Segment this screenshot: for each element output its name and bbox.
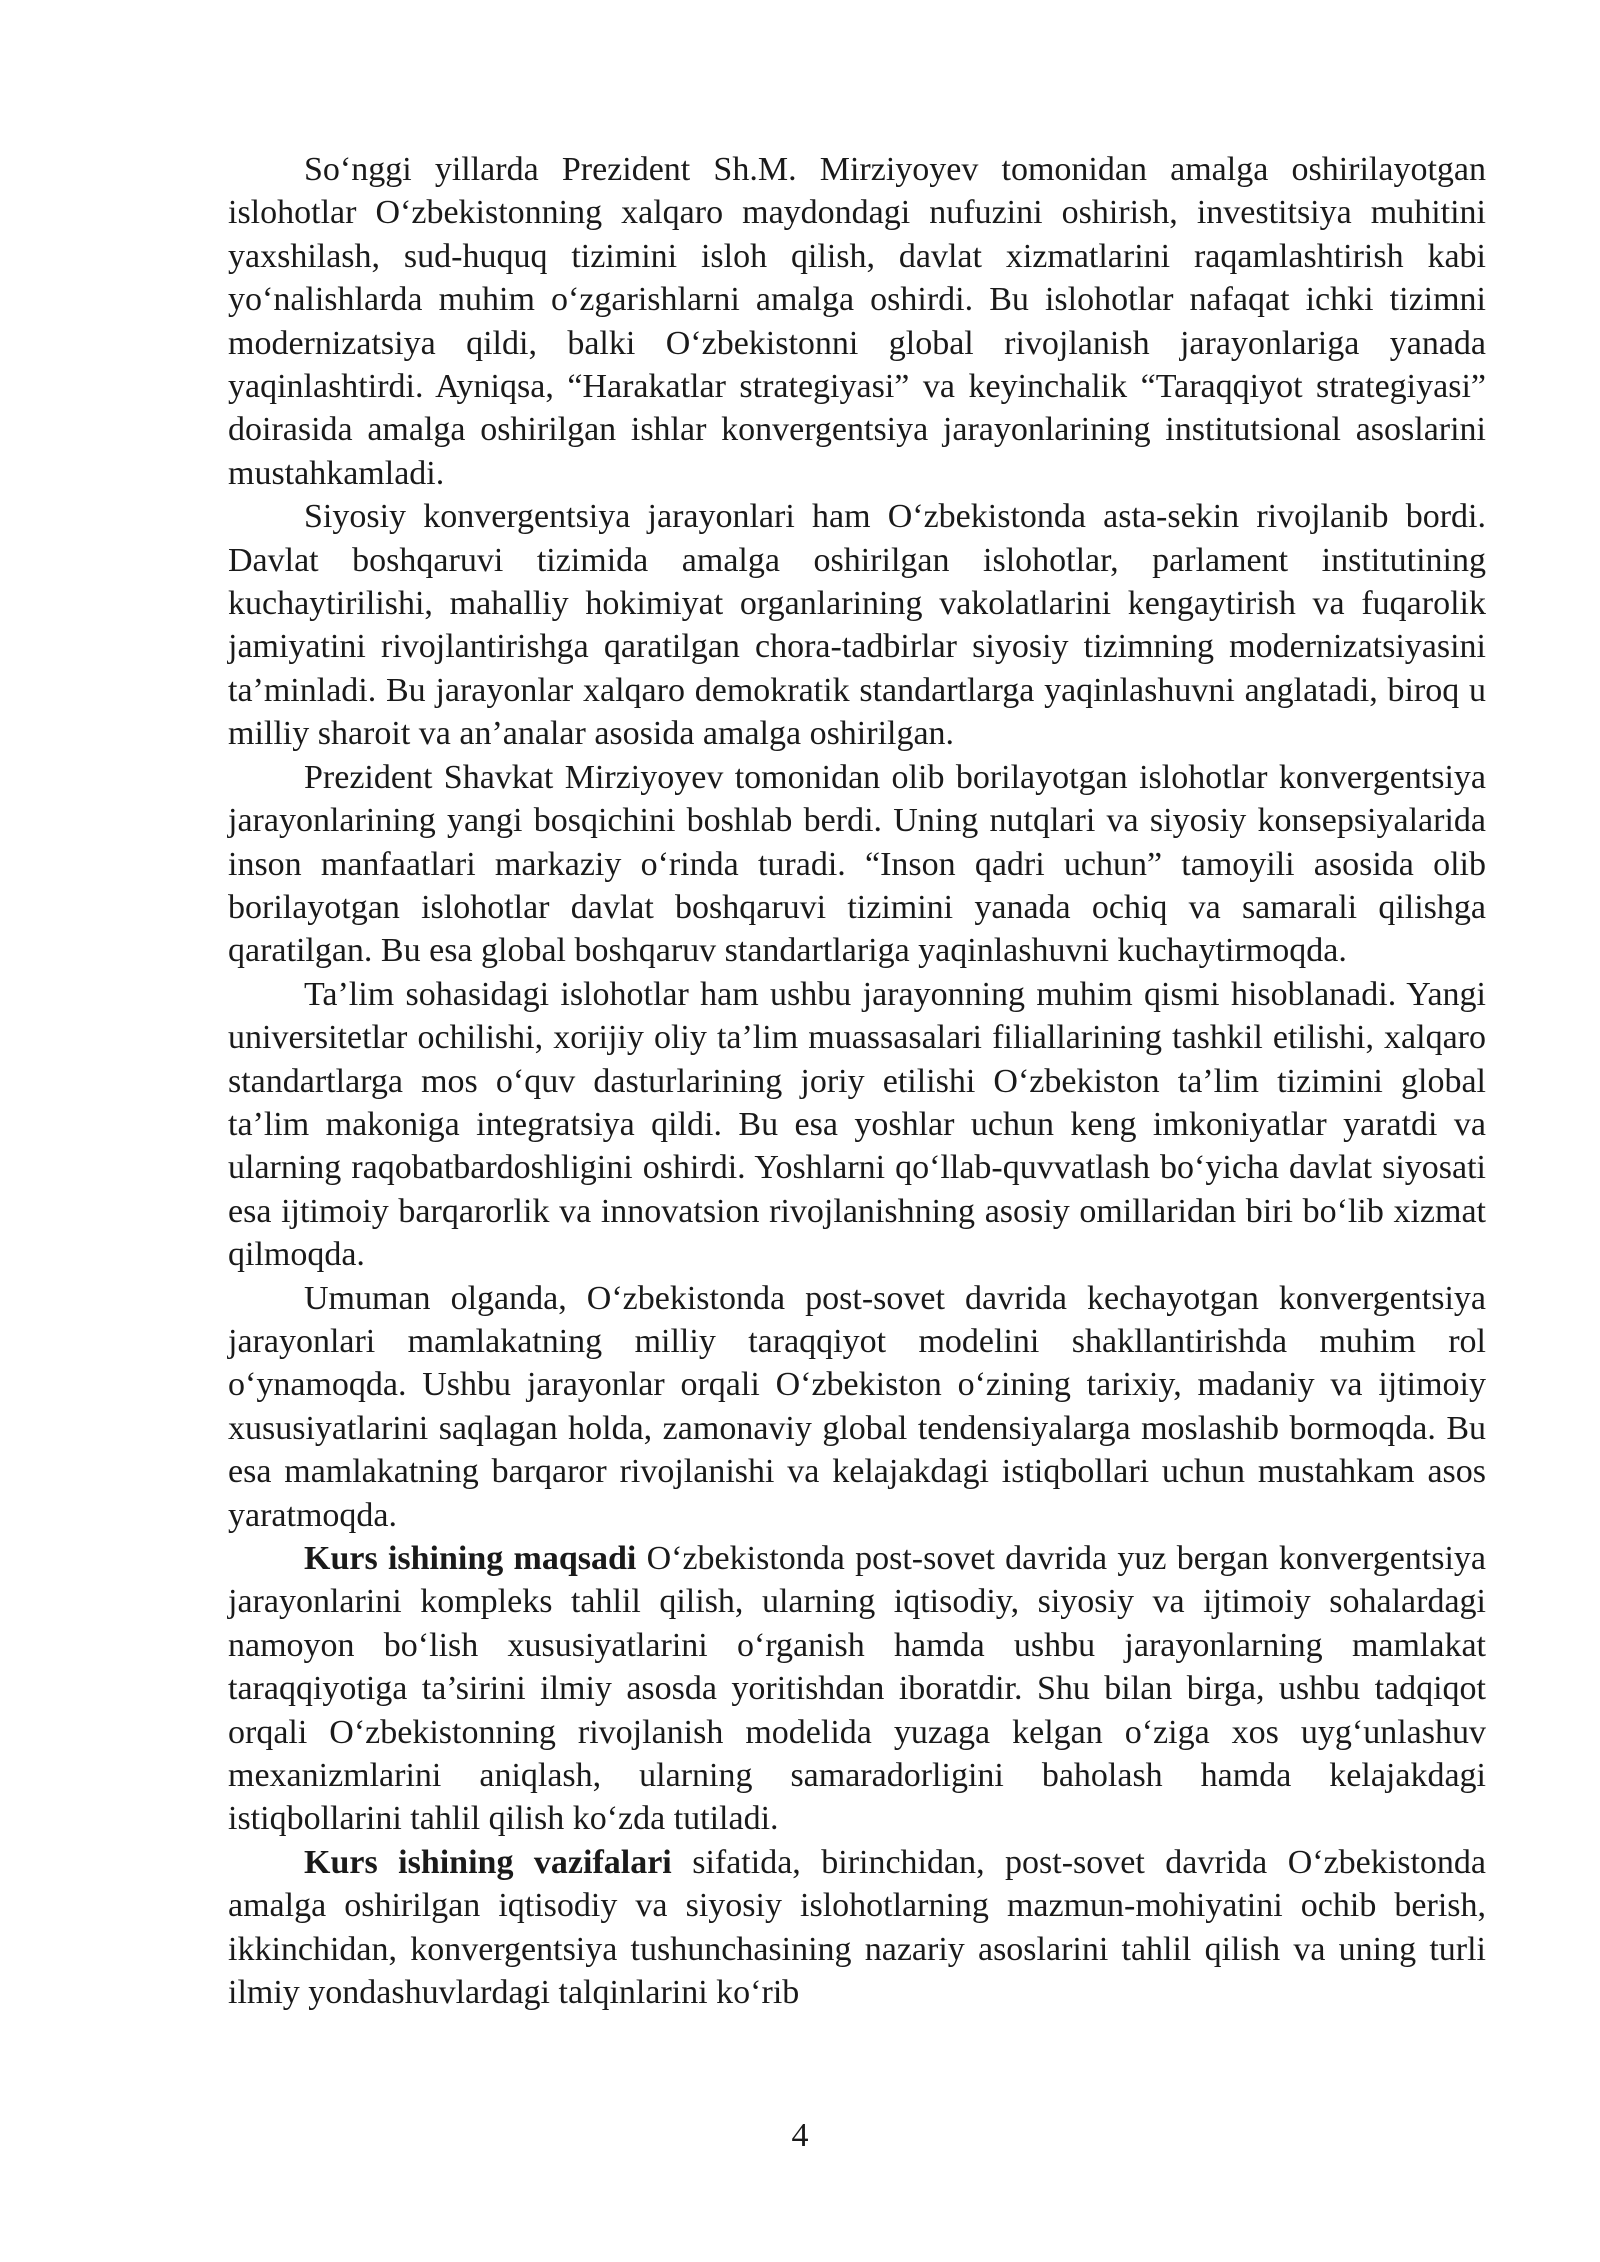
paragraph-lead-bold: Kurs ishining maqsadi: [304, 1540, 637, 1577]
paragraph-education: [228, 973, 1486, 1277]
document-body: [228, 148, 1486, 2014]
paragraph-president-reforms: [228, 756, 1486, 973]
paragraph-text: Ta’lim sohasidagi islohotlar ham ushbu jarayonning muhim qismi hisoblanadi. Yangi universitetlar ochilishi, xorijiy oliy ta’lim muassasalari filiallarining tashkil etilishi, xalqaro standartlarga mos o‘quv dasturlarining joriy etilishi O‘zbekiston ta’lim tizimini global ta’lim makoniga integratsiya qildi. Bu esa yoshlar uchun keng imkoniyatlar yaratdi va ularning raqobatbardoshligini oshirdi. Yoshlarni qo‘llab-quvvatlash bo‘yicha davlat siyosati esa ijtimoiy barqarorlik va innovatsion rivojlanishning asosiy omillaridan biri bo‘lib xizmat qilmoqda.: [228, 975, 1486, 1274]
paragraph-summary: [228, 1277, 1486, 1537]
paragraph-lead-bold: Kurs ishining vazifalari: [304, 1843, 672, 1881]
paragraph-text: So‘nggi yillarda Prezident Sh.M. Mirziyoyev tomonidan amalga oshirilayotgan islohotlar O‘zbekistonning xalqaro maydondagi nufuzini oshirish, investitsiya muhitini yaxshilash, sud-huquq tizimini isloh qilish, davlat xizmatlarini raqamlashtirish kabi yo‘nalishlarda muhim o‘zgarishlarni amalga oshirdi. Bu islohotlar nafaqat ichki tizimni modernizatsiya qildi, balki O‘zbekistonni global rivojlanish jarayonlariga yanada yaqinlashtirdi. Ayniqsa, “Harakatlar strategiyasi” va keyinchalik “Taraqqiyot strategiyasi” doirasida amalga oshirilgan ishlar konvergentsiya jarayonlarining institutsional asoslarini mustahkamladi.: [228, 151, 1486, 492]
paragraph-political-convergence: [228, 495, 1486, 755]
paragraph-text: sifatida, birinchidan, post-sovet davrida O‘zbekistonda amalga oshirilgan iqtisodiy va siyosiy islohotlarning mazmun-mohiyatini ochib berish, ikkinchidan, konvergentsiya tushunchasining nazariy asoslarini tahlil qilish va uning turli ilmiy yondashuvlardagi talqinlarini ko‘rib: [228, 1843, 1486, 2012]
paragraph-reforms: [228, 148, 1486, 495]
paragraph-text: O‘zbekistonda post-sovet davrida yuz bergan konvergentsiya jarayonlarini kompleks tahlil qilish, ularning iqtisodiy, siyosiy va ijtimoiy sohalardagi namoyon bo‘lish xususiyatlarini o‘rganish hamda ushbu jarayonlarning mamlakat taraqqiyotiga ta’sirini ilmiy asosda yoritishdan iboratdir. Shu bilan birga, ushbu tadqiqot orqali O‘zbekistonning rivojlanish modelida yuzaga kelgan o‘ziga xos uyg‘unlashuv mexanizmlarini aniqlash, ularning samaradorligini baholash hamda kelajakdagi istiqbollarini tahlil qilish ko‘zda tutiladi.: [228, 1540, 1486, 1838]
paragraph-course-goal: [228, 1537, 1486, 1841]
paragraph-text: Prezident Shavkat Mirziyoyev tomonidan olib borilayotgan islohotlar konvergentsiya jarayonlarining yangi bosqichini boshlab berdi. Uning nutqlari va siyosiy konsepsiyalarida inson manfaatlari markaziy o‘rinda turadi. “Inson qadri uchun” tamoyili asosida olib borilayotgan islohotlar davlat boshqaruvi tizimini yanada ochiq va samarali qilishga qaratilgan. Bu esa global boshqaruv standartlariga yaqinlashuvni kuchaytirmoqda.: [228, 758, 1486, 970]
paragraph-text: Umuman olganda, O‘zbekistonda post-sovet davrida kechayotgan konvergentsiya jarayonlari mamlakatning milliy taraqqiyot modelini shakllantirishda muhim rol o‘ynamoqda. Ushbu jarayonlar orqali O‘zbekiston o‘zining tarixiy, madaniy va ijtimoiy xususiyatlarini saqlagan holda, zamonaviy global tendensiyalarga moslashib bormoqda. Bu esa mamlakatning barqaror rivojlanishi va kelajakdagi istiqbollari uchun mustahkam asos yaratmoqda.: [228, 1279, 1486, 1534]
paragraph-text: Siyosiy konvergentsiya jarayonlari ham O‘zbekistonda asta-sekin rivojlanib bordi. Davlat boshqaruvi tizimida amalga oshirilgan islohotlar, parlament institutining kuchaytirilishi, mahalliy hokimiyat organlarining vakolatlarini kengaytirish va fuqarolik jamiyatini rivojlantirishga qaratilgan chora-tadbirlar siyosiy tizimning modernizatsiyasini ta’minladi. Bu jarayonlar xalqaro demokratik standartlarga yaqinlashuvni anglatadi, biroq u milliy sharoit va an’analar asosida amalga oshirilgan.: [228, 498, 1486, 753]
page-number: 4: [791, 2117, 809, 2154]
paragraph-course-tasks: [228, 1841, 1486, 2015]
